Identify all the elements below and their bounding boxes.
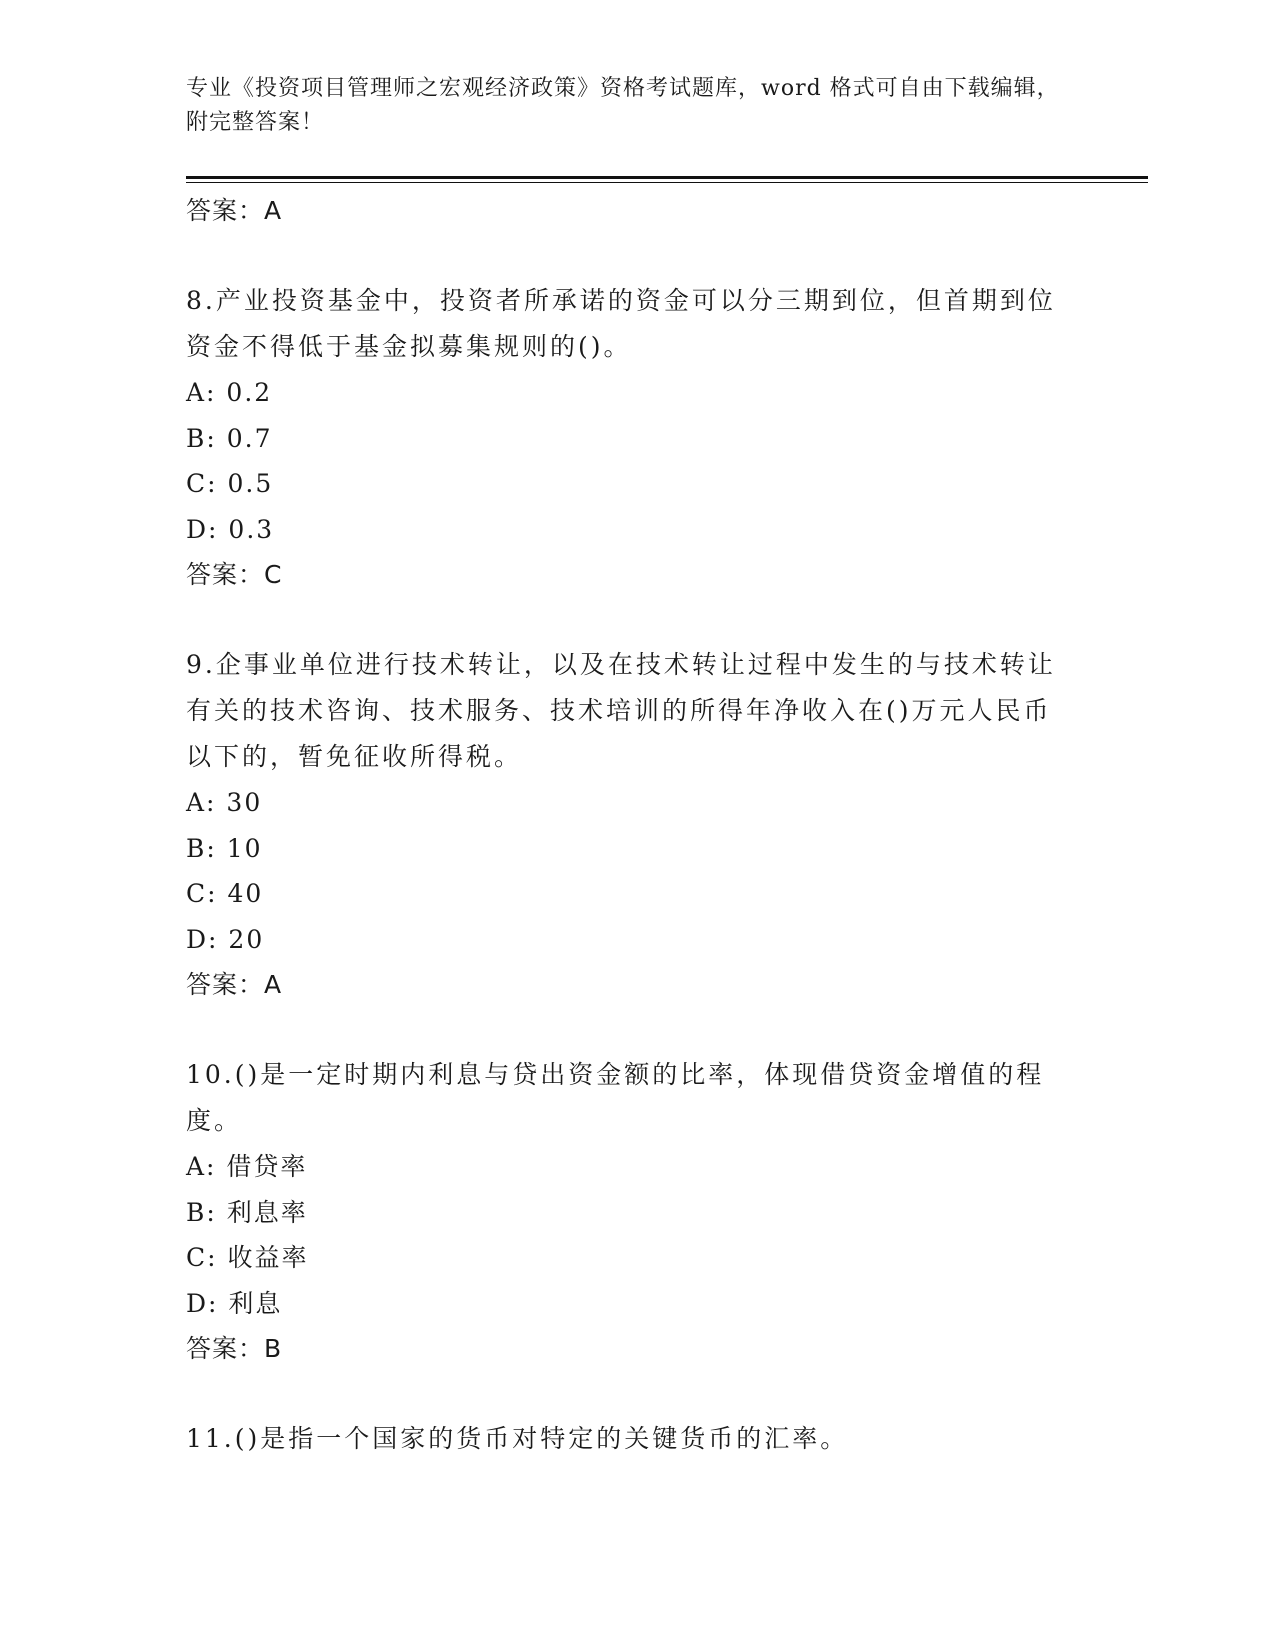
question-stem: 11.()是指一个国家的货币对特定的关键货币的汇率。 (186, 1424, 849, 1453)
option-b: B: 0.7 (186, 423, 273, 453)
option-c: C: 收益率 (186, 1243, 309, 1272)
question-10 (186, 1052, 1086, 1372)
option-a: A: 0.2 (186, 378, 273, 407)
answer-line: 答案：B (186, 1334, 283, 1363)
question-stem: 8.产业投资基金中，投资者所承诺的资金可以分三期到位，但首期到位资金不得低于基金拟募集规则的()。 (186, 286, 1056, 361)
document-header: 专业《投资项目管理师之宏观经济政策》资格考试题库，word 格式可自由下载编辑，附完整答案！ (186, 76, 1060, 135)
document-content (186, 188, 1086, 1462)
option-a: A: 30 (186, 788, 263, 817)
question-stem: 9.企事业单位进行技术转让，以及在技术转让过程中发生的与技术转让有关的技术咨询、技术服务、技术培训的所得年净收入在()万元人民币以下的，暂免征收所得税。 (186, 650, 1056, 771)
answer-line: 答案：A (186, 970, 283, 999)
answer-line: 答案：C (186, 560, 283, 589)
option-c: C: 40 (186, 879, 264, 908)
header-rule-thick (186, 176, 1148, 179)
question-stem: 10.()是一定时期内利息与贷出资金额的比率，体现借贷资金增值的程度。 (186, 1060, 1045, 1135)
option-a: A: 借贷率 (186, 1152, 308, 1181)
option-d: D: 利息 (186, 1288, 283, 1318)
question-9 (186, 642, 1086, 1008)
answer-line-7: 答案：A (186, 196, 283, 225)
question-11 (186, 1416, 1086, 1462)
question-8 (186, 278, 1086, 598)
header-rule-thin (186, 182, 1148, 183)
option-b: B: 利息率 (186, 1197, 308, 1227)
option-d: D: 20 (186, 924, 265, 954)
option-c: C: 0.5 (186, 469, 274, 498)
option-d: D: 0.3 (186, 514, 275, 544)
option-b: B: 10 (186, 833, 263, 863)
